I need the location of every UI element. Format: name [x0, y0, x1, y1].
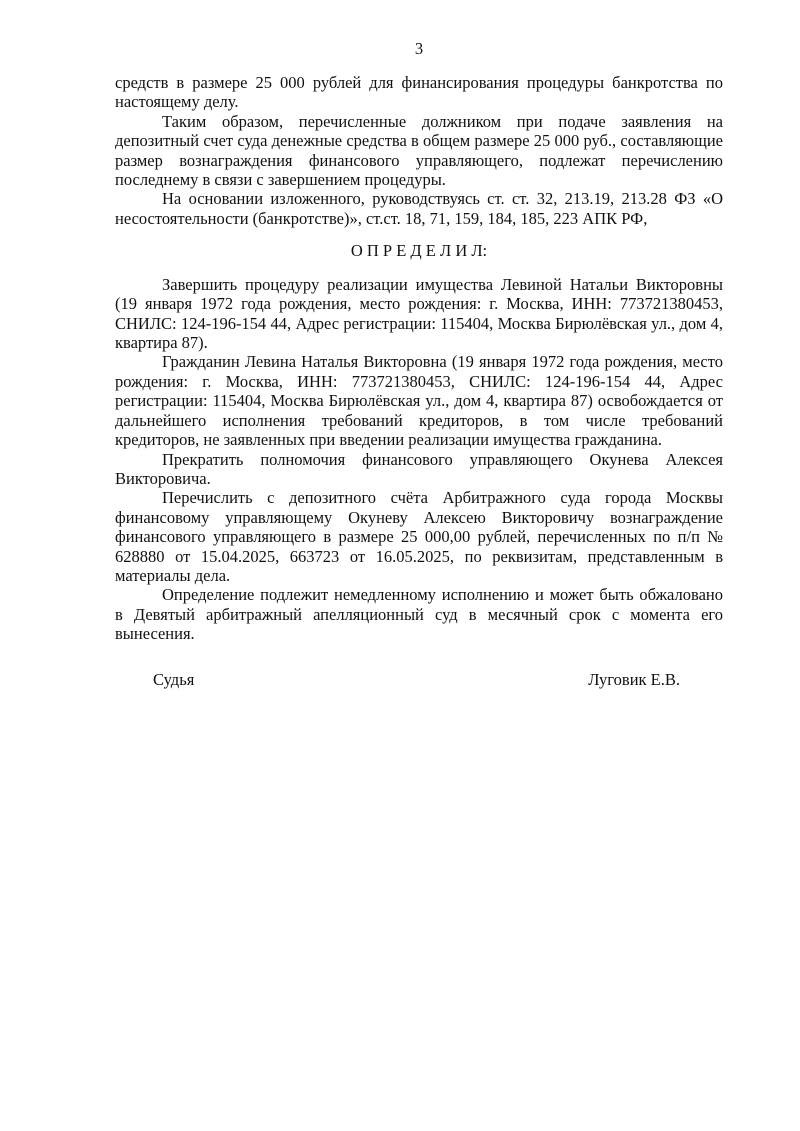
judge-name: Луговик Е.В. [588, 669, 680, 689]
judge-label: Судья [153, 669, 195, 689]
paragraph-deposit-funds: средств в размере 25 000 рублей для финансирования процедуры банкротства по настоящему делу. [115, 73, 723, 112]
paragraph-transfer-remuneration: Перечислить с депозитного счёта Арбитражного суда города Москвы финансовому управляющему Окуневу Алексею Викторовичу вознаграждение финансового управляющего в размере 25 000,00 рублей, перечисленных по п/п № 628880 от 15.04.2025, 663723 от 16.05.2025, по реквизитам, представленным в материалы дела. [115, 488, 723, 585]
paragraph-legal-basis: На основании изложенного, руководствуясь ст. ст. 32, 213.19, 213.28 ФЗ «О несостоятельности (банкротстве)», ст.ст. 18, 71, 159, 184, 185, 223 АПК РФ, [115, 189, 723, 228]
paragraph-complete-procedure: Завершить процедуру реализации имущества Левиной Натальи Викторовны (19 января 1972 года рождения, место рождения: г. Москва, ИНН: 773721380453, СНИЛС: 124-196-154 44, Адрес регистрации: 115404, Москва Бирюлёвская ул., дом 4, квартира 87). [115, 274, 723, 353]
page-number: 3 [414, 39, 424, 58]
paragraph-appeal-terms: Определение подлежит немедленному исполнению и может быть обжаловано в Девятый арбитражный апелляционный суд в месячный срок с момента его вынесения. [115, 585, 723, 644]
paragraph-terminate-powers: Прекратить полномочия финансового управляющего Окунева Алексея Викторовича. [115, 449, 723, 488]
ruling-heading: О П Р Е Д Е Л И Л: [350, 241, 488, 261]
signature-block [115, 670, 723, 689]
paragraph-thus-transferred: Таким образом, перечисленные должником при подаче заявления на депозитный счет суда денежные средства в общем размере 25 000 руб., составляющие размер вознаграждения финансового управляющего, подлежат перечислению последнему в связи с завершением процедуры. [115, 111, 723, 190]
paragraph-debtor-released: Гражданин Левина Наталья Викторовна (19 января 1972 года рождения, место рождения: г. Москва, ИНН: 773721380453, СНИЛС: 124-196-154 44, Адрес регистрации: 115404, Москва Бирюлёвская ул., дом 4, квартира 87) освобождается от дальнейшего исполнения требований кредиторов, в том числе требований кредиторов, не заявленных при введении реализации имущества гражданина. [115, 352, 723, 450]
